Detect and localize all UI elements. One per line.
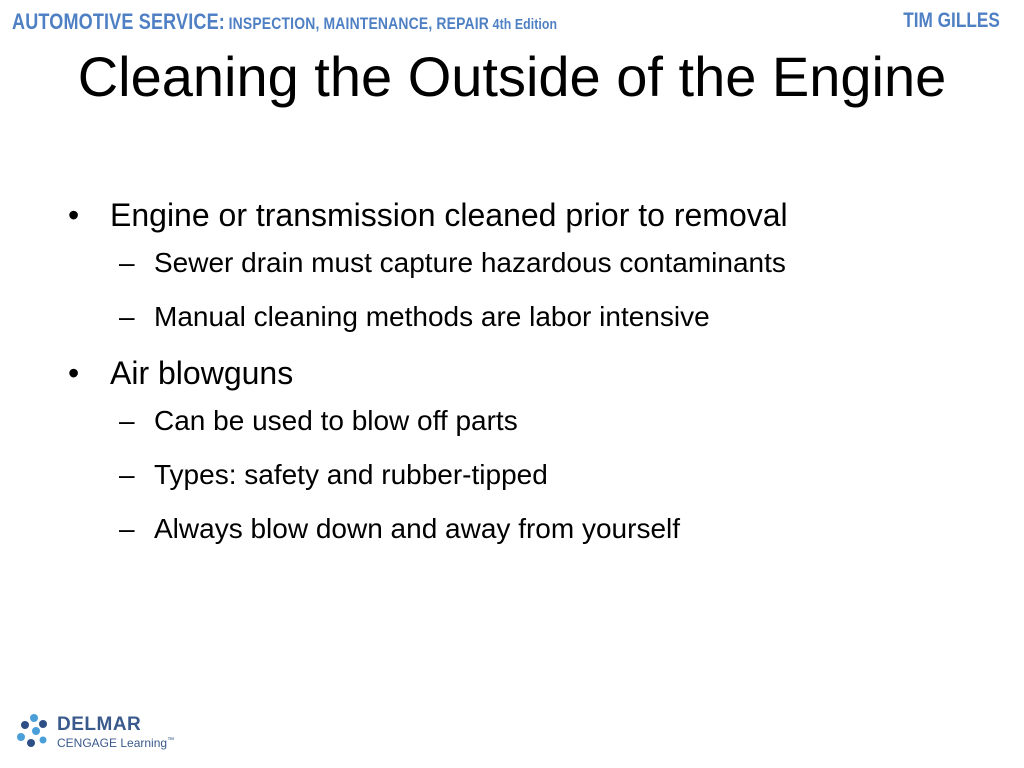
- author-name: TIM GILLES: [903, 9, 1000, 32]
- sub-bullet-text: Always blow down and away from yourself: [154, 513, 681, 544]
- delmar-logo-icon: [14, 712, 50, 750]
- sub-bullet-item: [64, 510, 854, 547]
- dash-marker: –: [119, 247, 135, 278]
- book-title-main: AUTOMOTIVE SERVICE:: [12, 9, 225, 34]
- bullet-item: [64, 194, 984, 236]
- dash-marker: –: [119, 459, 135, 490]
- publisher-logo: [14, 710, 214, 754]
- sub-bullet-item: [64, 298, 854, 335]
- sub-bullet-item: [64, 244, 854, 281]
- sub-bullet-text: Can be used to blow off parts: [154, 405, 518, 436]
- sub-bullet-list: [64, 402, 984, 547]
- bullet-text: Air blowguns: [110, 355, 294, 391]
- slide-title: Cleaning the Outside of the Engine: [77, 45, 947, 108]
- sub-bullet-list: [64, 244, 984, 335]
- sub-bullet-text: Manual cleaning methods are labor intensive: [154, 301, 710, 332]
- book-title: [12, 9, 557, 35]
- header-banner: [0, 0, 1024, 44]
- dash-marker: –: [119, 513, 135, 544]
- dash-marker: –: [119, 301, 135, 332]
- book-edition: 4th Edition: [492, 16, 558, 33]
- book-title-sub: INSPECTION, MAINTENANCE, REPAIR: [228, 14, 490, 33]
- logo-sub-text: [57, 736, 174, 750]
- sub-bullet-item: [64, 456, 854, 493]
- bullet-list: [64, 194, 984, 564]
- trademark-symbol: ™: [167, 737, 175, 744]
- bullet-marker: •: [68, 355, 80, 391]
- logo-sub-label: CENGAGE Learning: [57, 736, 168, 750]
- bullet-text: Engine or transmission cleaned prior to removal: [110, 197, 788, 233]
- bullet-item: [64, 352, 984, 394]
- bullet-marker: •: [68, 197, 80, 233]
- dash-marker: –: [119, 405, 135, 436]
- logo-brand-text: DELMAR: [57, 714, 142, 735]
- sub-bullet-text: Sewer drain must capture hazardous contaminants: [154, 247, 786, 278]
- sub-bullet-item: [64, 402, 854, 439]
- sub-bullet-text: Types: safety and rubber-tipped: [154, 459, 548, 490]
